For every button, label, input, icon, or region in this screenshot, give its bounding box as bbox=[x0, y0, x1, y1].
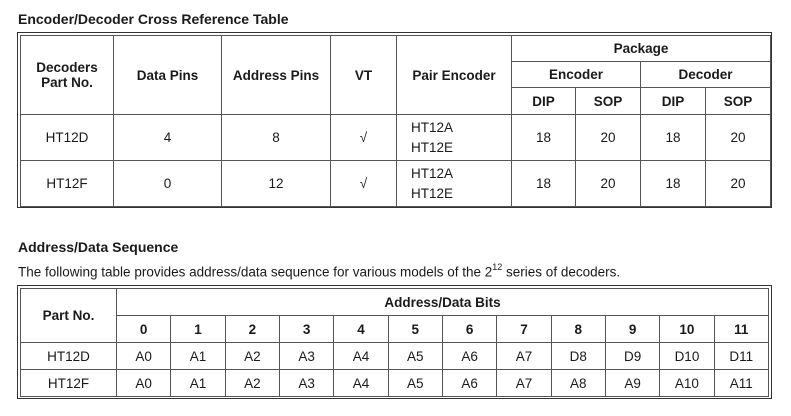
description-superscript: 12 bbox=[492, 262, 503, 272]
table-row bbox=[21, 343, 769, 370]
cell-dec-sop: 20 bbox=[706, 161, 771, 207]
cell-enc-dip: 18 bbox=[512, 161, 576, 207]
cell-bit-value: A0 bbox=[117, 370, 171, 397]
cell-bit-value: D9 bbox=[605, 343, 659, 370]
cell-enc-sop: 20 bbox=[576, 115, 641, 161]
cell-bit-value: D8 bbox=[551, 343, 605, 370]
cell-bit-value: A3 bbox=[279, 343, 333, 370]
cell-bit-value: A11 bbox=[714, 370, 768, 397]
header-bit: 2 bbox=[225, 316, 279, 343]
header-text: Part No. bbox=[41, 75, 93, 90]
cell-address-pins: 8 bbox=[222, 115, 331, 161]
cross-reference-table bbox=[17, 32, 772, 208]
cell-bit-value: A6 bbox=[442, 370, 496, 397]
cell-part: HT12F bbox=[21, 370, 117, 397]
cell-bit-value: A6 bbox=[442, 343, 496, 370]
table-header-row bbox=[21, 36, 771, 62]
cell-bit-value: A4 bbox=[334, 370, 388, 397]
cell-bit-value: A7 bbox=[497, 343, 551, 370]
description-suffix: series of decoders. bbox=[502, 264, 621, 280]
address-data-sequence-title: Address/Data Sequence bbox=[18, 239, 179, 255]
header-package: Package bbox=[512, 36, 771, 62]
cell-bit-value: A10 bbox=[660, 370, 714, 397]
cell-data-pins: 4 bbox=[114, 115, 222, 161]
header-bit: 8 bbox=[551, 316, 605, 343]
cell-pair-encoder bbox=[397, 115, 512, 161]
cell-enc-dip: 18 bbox=[512, 115, 576, 161]
cell-bit-value: A0 bbox=[117, 343, 171, 370]
cell-bit-value: A1 bbox=[171, 370, 225, 397]
cell-bit-value: A5 bbox=[388, 370, 442, 397]
cell-data-pins: 0 bbox=[114, 161, 222, 207]
cell-bit-value: A5 bbox=[388, 343, 442, 370]
header-enc-sop: SOP bbox=[576, 88, 641, 115]
header-bit: 3 bbox=[279, 316, 333, 343]
table-header-row bbox=[21, 289, 769, 316]
header-bit: 4 bbox=[334, 316, 388, 343]
address-data-sequence-table bbox=[17, 285, 772, 399]
header-enc-dip: DIP bbox=[512, 88, 576, 115]
header-bit: 9 bbox=[605, 316, 659, 343]
header-bit: 1 bbox=[171, 316, 225, 343]
cell-bit-value: A3 bbox=[279, 370, 333, 397]
cell-part: HT12D bbox=[21, 115, 114, 161]
header-data-pins: Data Pins bbox=[114, 36, 222, 115]
cell-bit-value: A4 bbox=[334, 343, 388, 370]
header-bit: 11 bbox=[714, 316, 768, 343]
cell-dec-dip: 18 bbox=[641, 115, 706, 161]
table-row bbox=[21, 115, 771, 161]
cell-bit-value: A7 bbox=[497, 370, 551, 397]
cell-dec-dip: 18 bbox=[641, 161, 706, 207]
table-row bbox=[21, 370, 769, 397]
cell-part: HT12F bbox=[21, 161, 114, 207]
cell-dec-sop: 20 bbox=[706, 115, 771, 161]
header-bit: 5 bbox=[388, 316, 442, 343]
header-address-pins: Address Pins bbox=[222, 36, 331, 115]
cell-bit-value: A1 bbox=[171, 343, 225, 370]
header-bit: 0 bbox=[117, 316, 171, 343]
cell-bit-value: A2 bbox=[225, 370, 279, 397]
header-dec-dip: DIP bbox=[641, 88, 706, 115]
header-address-data-bits: Address/Data Bits bbox=[117, 289, 769, 316]
header-part-no: Part No. bbox=[21, 289, 117, 343]
description-prefix: The following table provides address/data sequence for various models of the 2 bbox=[18, 264, 493, 280]
cell-bit-value: D11 bbox=[714, 343, 768, 370]
table-header-row bbox=[21, 316, 769, 343]
cell-bit-value: A2 bbox=[225, 343, 279, 370]
header-pair-encoder: Pair Encoder bbox=[397, 36, 512, 115]
table-row bbox=[21, 161, 771, 207]
header-vt: VT bbox=[331, 36, 397, 115]
cell-bit-value: A8 bbox=[551, 370, 605, 397]
header-dec-sop: SOP bbox=[706, 88, 771, 115]
cell-bit-value: D10 bbox=[660, 343, 714, 370]
header-decoder: Decoder bbox=[641, 62, 771, 88]
header-text: Decoders bbox=[36, 60, 98, 75]
header-bit: 7 bbox=[497, 316, 551, 343]
pair-encoder-line: HT12A bbox=[411, 165, 454, 181]
pair-encoder-line: HT12E bbox=[411, 139, 454, 155]
cell-enc-sop: 20 bbox=[576, 161, 641, 207]
sequence-description bbox=[18, 263, 620, 280]
cell-vt: √ bbox=[331, 161, 397, 207]
cell-vt: √ bbox=[331, 115, 397, 161]
cell-bit-value: A9 bbox=[605, 370, 659, 397]
header-bit: 6 bbox=[442, 316, 496, 343]
pair-encoder-line: HT12A bbox=[411, 119, 454, 135]
header-decoders-part-no bbox=[21, 36, 114, 115]
header-encoder: Encoder bbox=[512, 62, 641, 88]
cell-part: HT12D bbox=[21, 343, 117, 370]
cell-pair-encoder bbox=[397, 161, 512, 207]
cross-reference-title: Encoder/Decoder Cross Reference Table bbox=[18, 11, 289, 27]
header-bit: 10 bbox=[660, 316, 714, 343]
cell-address-pins: 12 bbox=[222, 161, 331, 207]
pair-encoder-line: HT12E bbox=[411, 185, 454, 201]
